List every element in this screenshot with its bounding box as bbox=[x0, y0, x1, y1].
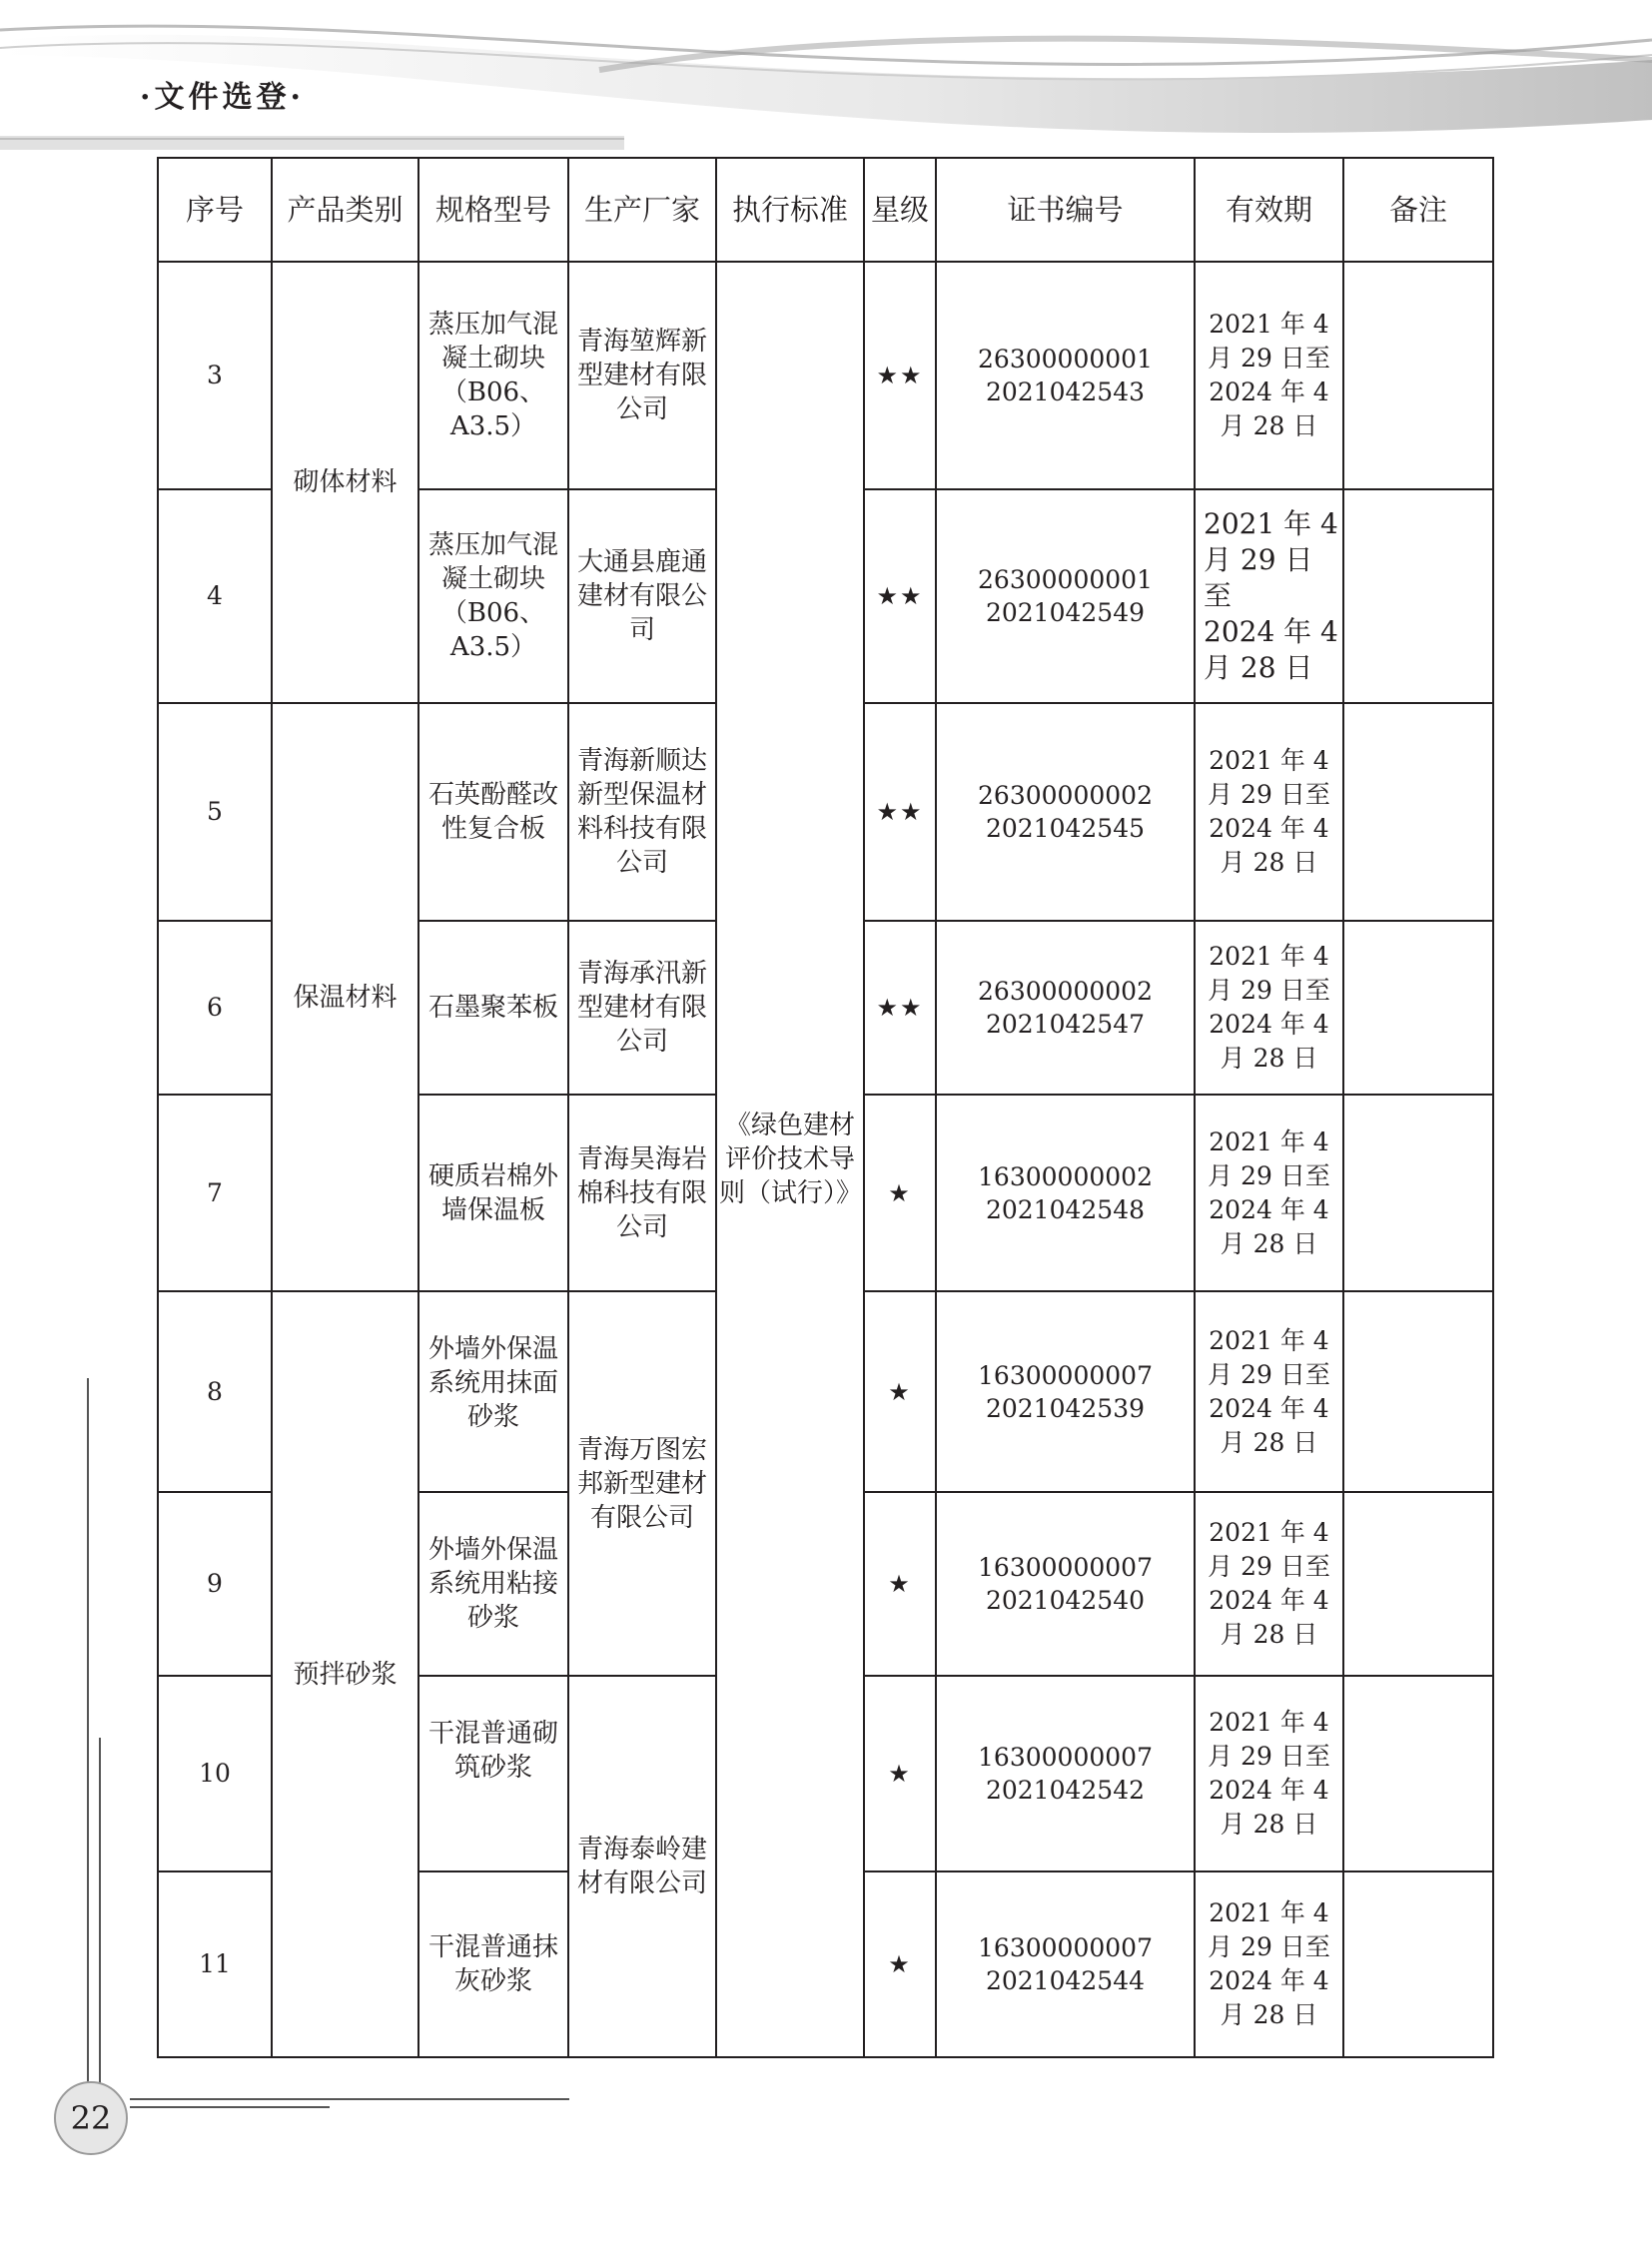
column-header: 产品类别 bbox=[272, 158, 418, 262]
valid-line: 月 29 日至 bbox=[1208, 344, 1330, 373]
valid-line: 月 29 日至 bbox=[1208, 1552, 1330, 1581]
row-number: 7 bbox=[158, 1095, 272, 1291]
star-rating: ★ bbox=[864, 1291, 936, 1492]
cert-line: 2021042544 bbox=[985, 1966, 1146, 1995]
valid-line: 月 29 日至 bbox=[1208, 1359, 1330, 1389]
valid-line: 月 28 日 bbox=[1220, 1044, 1318, 1073]
spec-model: 外墙外保温系统用抹面砂浆 bbox=[418, 1291, 568, 1492]
certificate-number bbox=[936, 1492, 1195, 1676]
cert-line: 2021042548 bbox=[985, 1194, 1146, 1224]
certificate-number bbox=[936, 489, 1195, 703]
valid-line: 2021 年 4 bbox=[1209, 1898, 1329, 1927]
valid-line: 月 28 日 bbox=[1220, 848, 1318, 877]
column-header: 序号 bbox=[158, 158, 272, 262]
row-number: 6 bbox=[158, 921, 272, 1095]
valid-line: 月 29 日至 bbox=[1208, 976, 1330, 1005]
validity-period bbox=[1195, 489, 1343, 703]
valid-line: 月 29 日至 bbox=[1208, 1742, 1330, 1771]
validity-period bbox=[1195, 262, 1343, 489]
valid-line: 2024 年 4 bbox=[1209, 1010, 1329, 1039]
valid-line: 月 28 日 bbox=[1220, 1427, 1318, 1457]
product-category: 预拌砂浆 bbox=[272, 1291, 418, 2057]
manufacturer: 青海昊海岩棉科技有限公司 bbox=[568, 1095, 716, 1291]
column-header: 有效期 bbox=[1195, 158, 1343, 262]
valid-line: 2021 年 4 bbox=[1209, 1126, 1329, 1156]
column-header: 星级 bbox=[864, 158, 936, 262]
cert-line: 16300000007 bbox=[978, 1933, 1153, 1962]
valid-line: 2024 年 4 bbox=[1209, 1393, 1329, 1423]
valid-line: 月 29 日至 bbox=[1208, 1160, 1330, 1190]
manufacturer: 青海承汛新型建材有限公司 bbox=[568, 921, 716, 1095]
spec-model: 蒸压加气混凝土砌块（B06、A3.5） bbox=[418, 262, 568, 489]
row-number: 4 bbox=[158, 489, 272, 703]
certificate-number bbox=[936, 1095, 1195, 1291]
valid-line: 2024 年 4 bbox=[1209, 1586, 1329, 1615]
valid-line: 2021 年 4 bbox=[1209, 1325, 1329, 1355]
remarks bbox=[1343, 1291, 1493, 1492]
validity-period bbox=[1195, 703, 1343, 921]
cert-line: 26300000002 bbox=[978, 781, 1153, 810]
valid-line: 2021 年 4 bbox=[1209, 942, 1329, 971]
valid-line: 2024 年 4 bbox=[1209, 1966, 1329, 1995]
spec-model: 外墙外保温系统用粘接砂浆 bbox=[418, 1492, 568, 1676]
column-header: 执行标准 bbox=[716, 158, 864, 262]
cert-line: 2021042540 bbox=[985, 1586, 1146, 1615]
cert-line: 26300000001 bbox=[978, 565, 1153, 594]
manufacturer: 青海堃辉新型建材有限公司 bbox=[568, 262, 716, 489]
valid-line: 月 28 日 bbox=[1220, 411, 1318, 440]
cert-line: 2021042549 bbox=[985, 598, 1146, 627]
certificate-number bbox=[936, 1291, 1195, 1492]
star-rating: ★ bbox=[864, 1676, 936, 1871]
product-category: 保温材料 bbox=[272, 703, 418, 1291]
star-rating: ★ bbox=[864, 1492, 936, 1676]
cert-line: 2021042547 bbox=[985, 1010, 1146, 1039]
valid-line: 2024 年 4 bbox=[1209, 377, 1329, 406]
table-row bbox=[158, 262, 1493, 489]
star-rating: ★ bbox=[864, 1871, 936, 2057]
cert-line: 2021042539 bbox=[985, 1393, 1146, 1423]
valid-line: 2024 年 4 bbox=[1209, 1776, 1329, 1805]
manufacturer: 青海万图宏邦新型建材有限公司 bbox=[568, 1291, 716, 1676]
cert-line: 2021042542 bbox=[985, 1776, 1146, 1805]
row-number: 8 bbox=[158, 1291, 272, 1492]
remarks bbox=[1343, 703, 1493, 921]
spec-model: 石英酚醛改性复合板 bbox=[418, 703, 568, 921]
validity-period bbox=[1195, 1291, 1343, 1492]
spec-model: 石墨聚苯板 bbox=[418, 921, 568, 1095]
row-number: 5 bbox=[158, 703, 272, 921]
row-number: 11 bbox=[158, 1871, 272, 2057]
star-rating: ★ bbox=[864, 1095, 936, 1291]
valid-line: 月 29 日至 bbox=[1204, 543, 1313, 612]
star-rating: ★★ bbox=[864, 262, 936, 489]
row-number: 10 bbox=[158, 1676, 272, 1871]
standard: 《绿色建材评价技术导则（试行）》 bbox=[716, 262, 864, 2057]
valid-line: 2024 年 4 bbox=[1204, 615, 1338, 648]
cert-line: 2021042545 bbox=[985, 814, 1146, 843]
valid-line: 2024 年 4 bbox=[1209, 814, 1329, 843]
cert-line: 26300000002 bbox=[978, 977, 1153, 1006]
certificate-number bbox=[936, 703, 1195, 921]
table-header-row bbox=[158, 158, 1493, 262]
manufacturer: 青海泰岭建材有限公司 bbox=[568, 1676, 716, 2057]
page-number: 22 bbox=[54, 2081, 128, 2155]
valid-line: 月 28 日 bbox=[1204, 651, 1313, 684]
spec-model: 干混普通砌筑砂浆 bbox=[418, 1676, 568, 1871]
validity-period bbox=[1195, 1871, 1343, 2057]
validity-period bbox=[1195, 921, 1343, 1095]
validity-period bbox=[1195, 1492, 1343, 1676]
product-category: 砌体材料 bbox=[272, 262, 418, 703]
cert-line: 16300000007 bbox=[978, 1553, 1153, 1582]
remarks bbox=[1343, 1095, 1493, 1291]
valid-line: 月 29 日至 bbox=[1208, 780, 1330, 809]
column-header: 规格型号 bbox=[418, 158, 568, 262]
valid-line: 2024 年 4 bbox=[1209, 1194, 1329, 1224]
remarks bbox=[1343, 921, 1493, 1095]
validity-period bbox=[1195, 1095, 1343, 1291]
cert-line: 16300000007 bbox=[978, 1360, 1153, 1390]
valid-line: 月 28 日 bbox=[1220, 2000, 1318, 2029]
certificate-number bbox=[936, 1676, 1195, 1871]
valid-line: 月 29 日至 bbox=[1208, 1932, 1330, 1961]
remarks bbox=[1343, 262, 1493, 489]
star-rating: ★★ bbox=[864, 489, 936, 703]
valid-line: 月 28 日 bbox=[1220, 1810, 1318, 1839]
remarks bbox=[1343, 1676, 1493, 1871]
row-number: 9 bbox=[158, 1492, 272, 1676]
valid-line: 月 28 日 bbox=[1220, 1228, 1318, 1258]
manufacturer: 大通县鹿通建材有限公司 bbox=[568, 489, 716, 703]
remarks bbox=[1343, 1492, 1493, 1676]
valid-line: 月 28 日 bbox=[1220, 1620, 1318, 1649]
cert-line: 26300000001 bbox=[978, 345, 1153, 374]
valid-line: 2021 年 4 bbox=[1204, 507, 1338, 540]
section-title: ·文件选登· bbox=[140, 80, 305, 115]
cert-line: 16300000002 bbox=[978, 1161, 1153, 1191]
star-rating: ★★ bbox=[864, 703, 936, 921]
column-header: 证书编号 bbox=[936, 158, 1195, 262]
spec-model: 干混普通抹灰砂浆 bbox=[418, 1871, 568, 2057]
column-header: 生产厂家 bbox=[568, 158, 716, 262]
valid-line: 2021 年 4 bbox=[1209, 1708, 1329, 1737]
certificate-number bbox=[936, 1871, 1195, 2057]
spec-model: 蒸压加气混凝土砌块（B06、A3.5） bbox=[418, 489, 568, 703]
spec-model: 硬质岩棉外墙保温板 bbox=[418, 1095, 568, 1291]
manufacturer: 青海新顺达新型保温材料科技有限公司 bbox=[568, 703, 716, 921]
row-number: 3 bbox=[158, 262, 272, 489]
cert-line: 2021042543 bbox=[985, 377, 1146, 406]
valid-line: 2021 年 4 bbox=[1209, 746, 1329, 775]
remarks bbox=[1343, 489, 1493, 703]
certificate-number bbox=[936, 262, 1195, 489]
star-rating: ★★ bbox=[864, 921, 936, 1095]
remarks bbox=[1343, 1871, 1493, 2057]
valid-line: 2021 年 4 bbox=[1209, 310, 1329, 339]
cert-line: 16300000007 bbox=[978, 1743, 1153, 1772]
validity-period bbox=[1195, 1676, 1343, 1871]
column-header: 备注 bbox=[1343, 158, 1493, 262]
certificate-number bbox=[936, 921, 1195, 1095]
valid-line: 2021 年 4 bbox=[1209, 1518, 1329, 1547]
